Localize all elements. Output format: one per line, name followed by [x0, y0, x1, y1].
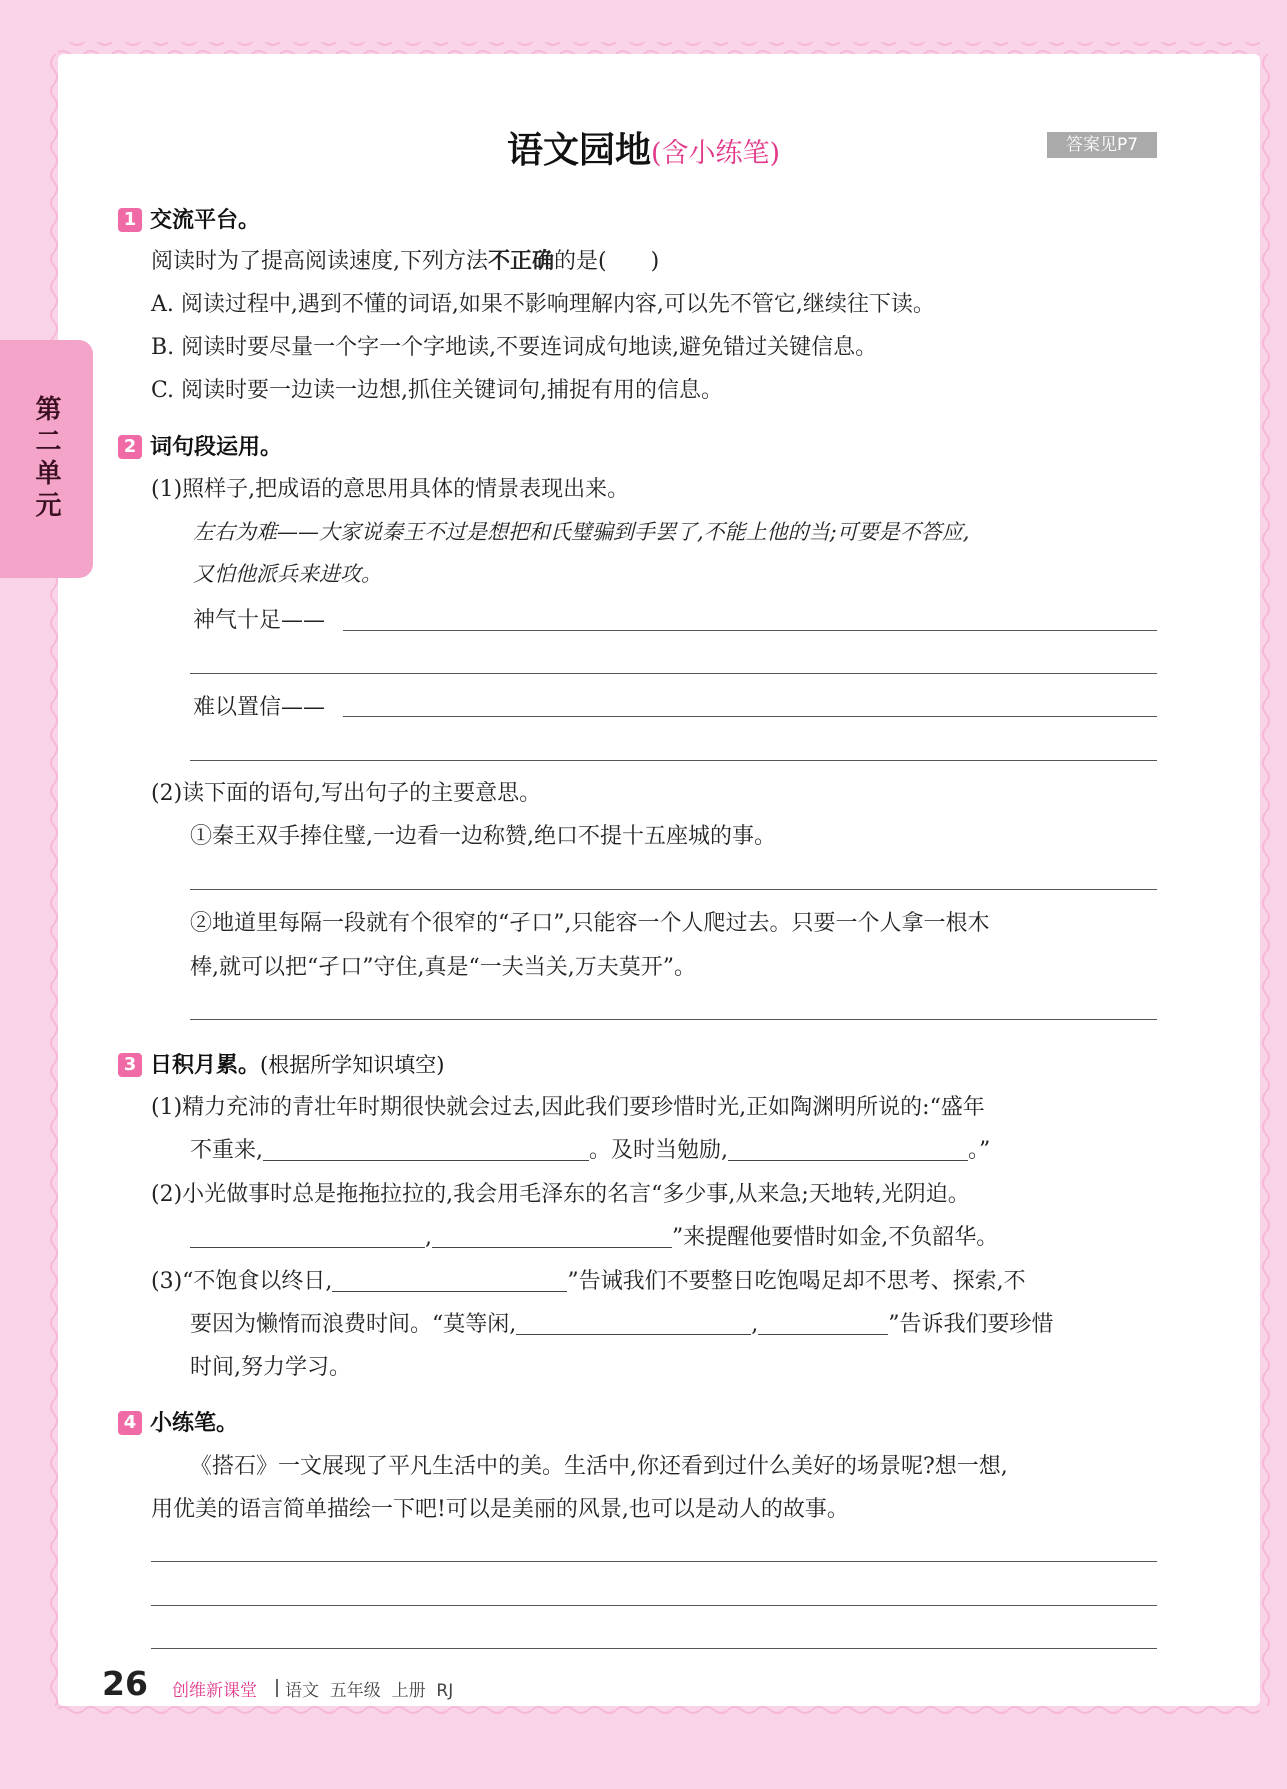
unit-side-tab	[0, 340, 93, 578]
writing-line[interactable]	[151, 1561, 1157, 1562]
unit-label: 第二单元	[31, 395, 61, 523]
fill-blank[interactable]	[332, 1269, 567, 1292]
section-1-title: 交流平台。	[150, 208, 261, 233]
fill-3b-mid: ,	[751, 1312, 759, 1337]
answer-line[interactable]	[190, 760, 1157, 761]
section-4-heading	[118, 1406, 238, 1437]
fill-blank[interactable]	[728, 1138, 968, 1161]
section-2-heading	[118, 430, 282, 461]
example-line-2: 又怕他派兵来进攻。	[193, 562, 382, 586]
fill-2-mid: ,	[425, 1225, 432, 1250]
fill-blank[interactable]	[263, 1138, 589, 1161]
fill-blank[interactable]	[190, 1225, 425, 1248]
fill-blank[interactable]	[516, 1312, 751, 1335]
writing-prompt-line-1: 《搭石》一文展现了平凡生活中的美。生活中,你还看到过什么美好的场景呢?想一想,	[190, 1454, 1008, 1479]
option-c[interactable]: C. 阅读时要一边读一边想,抓住关键词句,捕捉有用的信息。	[151, 378, 724, 403]
sentence-2-line-1: ②地道里每隔一段就有个很窄的“孑口”,只能容一个人爬过去。只要一个人拿一根木	[190, 911, 990, 936]
fill-1-end: 。”	[968, 1138, 991, 1163]
section-1-heading	[118, 203, 260, 234]
section-4-title: 小练笔。	[150, 1411, 239, 1436]
writing-line[interactable]	[151, 1648, 1157, 1649]
fill-3-end: ”告诫我们不要整日吃饱喝足却不思考、探索,不	[567, 1269, 1026, 1294]
option-a[interactable]: A. 阅读过程中,遇到不懂的词语,如果不影响理解内容,可以先不管它,继续往下读。	[151, 292, 935, 317]
fill-blank[interactable]	[432, 1225, 672, 1248]
title-subtitle: (含小练笔)	[650, 138, 781, 169]
fill-3-pre: (3)“不饱食以终日,	[151, 1269, 333, 1294]
answer-reference-badge: 答案见P7	[1047, 132, 1157, 158]
title-text: 语文园地	[506, 130, 651, 171]
fill-1-line-1: (1)精力充沛的青壮年时期很快就会过去,因此我们要珍惜时光,正如陶渊明所说的:“盛年	[151, 1095, 985, 1120]
fill-1-pre: 不重来,	[190, 1138, 263, 1163]
writing-prompt-line-2: 用优美的语言简单描绘一下吧!可以是美丽的风景,也可以是动人的故事。	[151, 1497, 849, 1522]
fill-2-end: ”来提醒他要惜时如金,不负韶华。	[672, 1225, 999, 1250]
section-2-title: 词句段运用。	[150, 435, 283, 460]
fill-1-mid: 。及时当勉励,	[589, 1138, 728, 1163]
q1-pre: 阅读时为了提高阅读速度,下列方法	[151, 249, 488, 274]
answer-line[interactable]	[343, 716, 1157, 717]
footer-brand: 创维新课堂	[172, 1681, 257, 1701]
part-1-prompt: (1)照样子,把成语的意思用具体的情景表现出来。	[151, 477, 630, 502]
fill-3b-end: ”告诉我们要珍惜	[888, 1312, 1054, 1337]
idiom-2-label: 难以置信——	[193, 695, 326, 720]
section-3-note: (根据所学知识填空)	[260, 1053, 445, 1077]
fill-1-line-2	[190, 1133, 990, 1164]
sentence-1: ①秦王双手捧住璧,一边看一边称赞,绝口不提十五座城的事。	[190, 824, 776, 849]
section-3-heading	[118, 1048, 444, 1079]
q1-emphasis: 不正确	[488, 249, 555, 274]
footer-divider	[276, 1679, 278, 1697]
section-3-number: 3	[118, 1053, 142, 1077]
fill-3b-pre: 要因为懒惰而浪费时间。“莫等闲,	[190, 1312, 517, 1337]
page-number: 26	[102, 1664, 148, 1703]
fill-2-line-1: (2)小光做事时总是拖拖拉拉的,我会用毛泽东的名言“多少事,从来急;天地转,光阴迫。	[151, 1182, 970, 1207]
example-line-1: 左右为难——大家说秦王不过是想把和氏璧骗到手罢了,不能上他的当;可要是不答应,	[193, 520, 970, 544]
fill-3-line-3: 时间,努力学习。	[190, 1355, 351, 1380]
option-b[interactable]: B. 阅读时要尽量一个字一个字地读,不要连词成句地读,避免错过关键信息。	[151, 335, 878, 360]
fill-3-line-2	[190, 1307, 1054, 1338]
q1-post: 的是( )	[554, 249, 660, 274]
section-2-number: 2	[118, 435, 142, 459]
idiom-1-label: 神气十足——	[193, 608, 326, 633]
fill-2-line-2	[190, 1220, 998, 1251]
writing-line[interactable]	[151, 1605, 1157, 1606]
answer-line[interactable]	[190, 1019, 1157, 1020]
fill-blank[interactable]	[758, 1312, 888, 1335]
section-3-title: 日积月累。	[150, 1053, 261, 1078]
section-1-number: 1	[118, 208, 142, 232]
answer-line[interactable]	[343, 630, 1157, 631]
answer-line[interactable]	[190, 673, 1157, 674]
answer-line[interactable]	[190, 889, 1157, 890]
sentence-2-line-2: 棒,就可以把“孑口”守住,真是“一夫当关,万夫莫开”。	[190, 955, 696, 980]
fill-3-line-1	[151, 1264, 1026, 1295]
footer-book-info: 语文 五年级 上册 RJ	[285, 1681, 454, 1701]
section-4-number: 4	[118, 1411, 142, 1435]
question-1-stem	[151, 244, 659, 275]
part-2-prompt: (2)读下面的语句,写出句子的主要意思。	[151, 781, 542, 806]
